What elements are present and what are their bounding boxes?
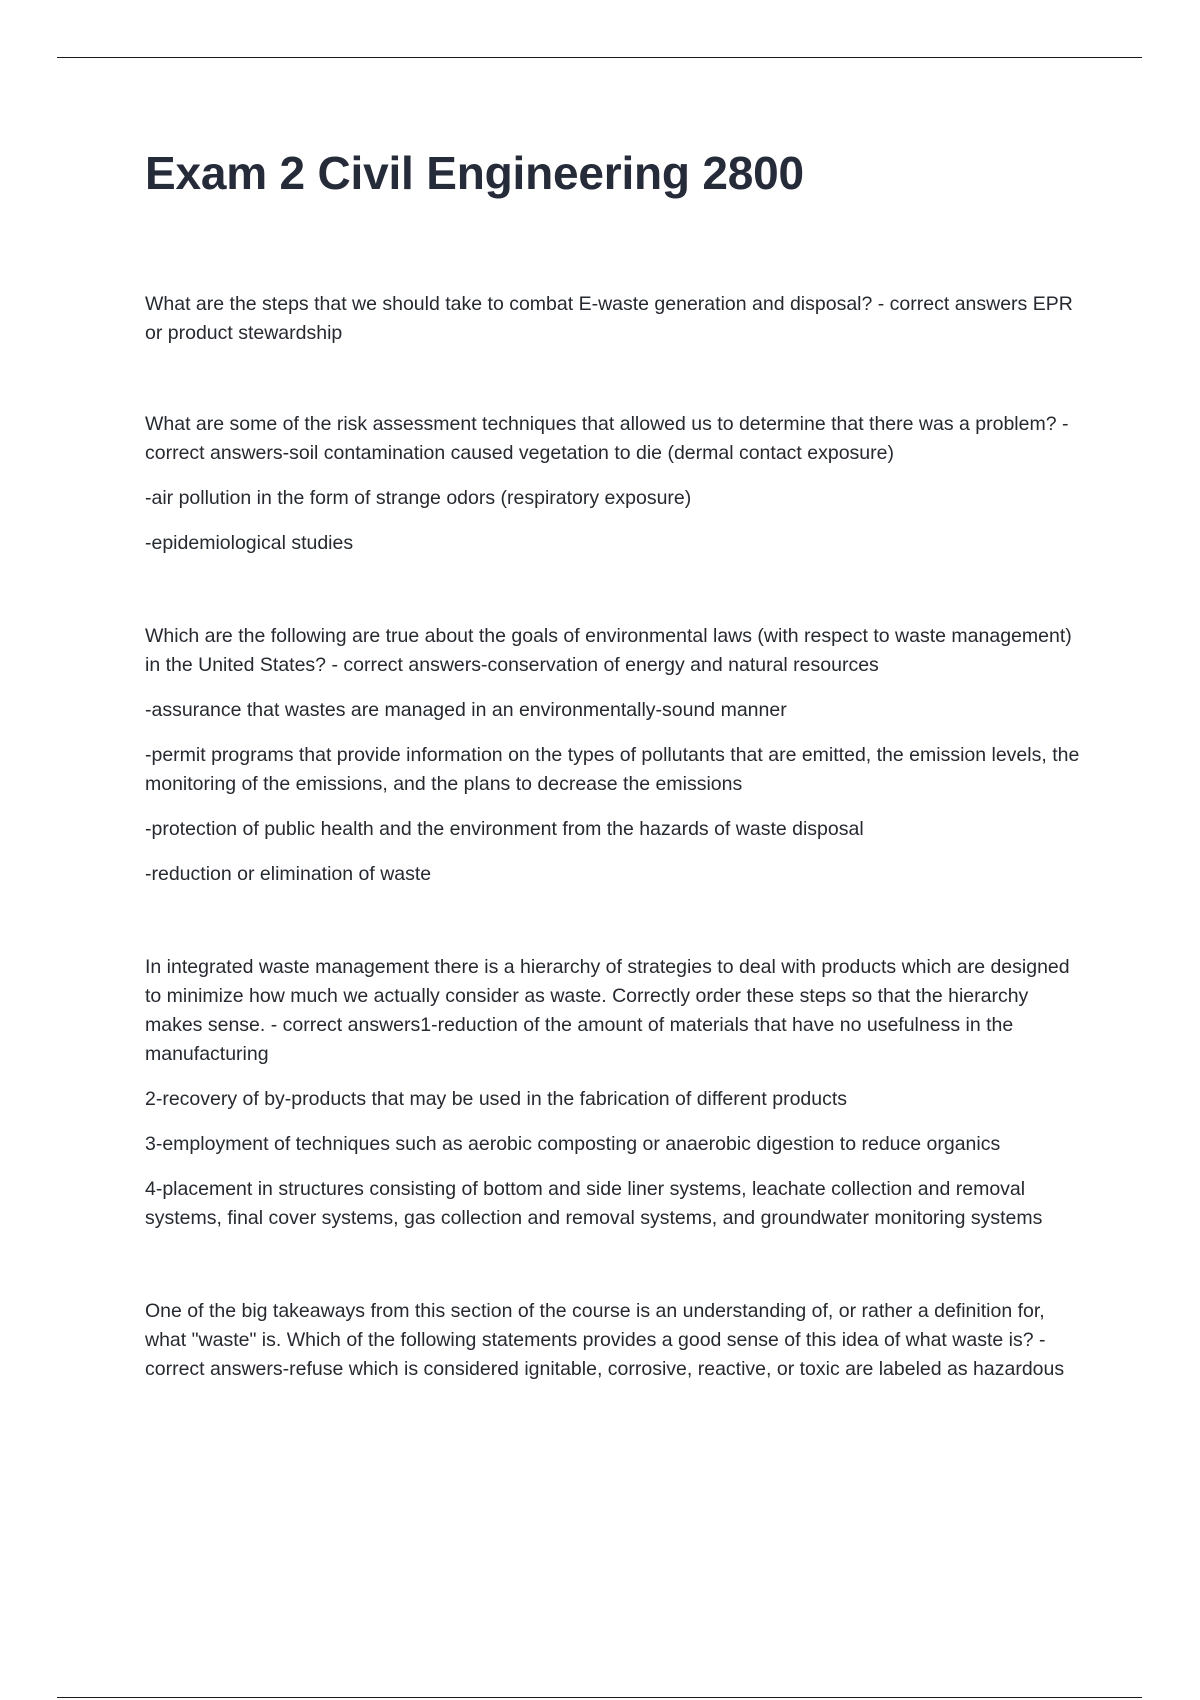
qa-answer-line: 4-placement in structures consisting of bottom and side liner systems, leachate collection and removal systems, final cover systems, gas collection and removal systems, and groundwater monitoring systems — [145, 1178, 1043, 1229]
qa-answer-line: 2-recovery of by-products that may be used in the fabrication of different products — [145, 1088, 848, 1110]
document-title: Exam 2 Civil Engineering 2800 — [145, 147, 804, 199]
qa-answer-line: -epidemiological studies — [145, 532, 354, 554]
qa-item-5 — [145, 1297, 1090, 1384]
qa-answer-line: -permit programs that provide information on the types of pollutants that are emitted, the emission levels, the monitoring of the emissions, and the plans to decrease the emissions — [145, 744, 1080, 795]
footer-rule — [57, 1697, 1142, 1698]
header-rule — [57, 57, 1142, 58]
qa-question: Which are the following are true about the goals of environmental laws (with respect to waste management) in the United States? - correct answers-conservation of energy and natural resources — [145, 625, 1072, 676]
qa-question: What are the steps that we should take to combat E-waste generation and disposal? - correct answers EPR or product stewardship — [145, 293, 1073, 344]
qa-item-1 — [145, 290, 1090, 348]
qa-question: What are some of the risk assessment techniques that allowed us to determine that there was a problem? - correct answers-soil contamination caused vegetation to die (dermal contact exposure) — [145, 413, 1069, 464]
qa-item-4 — [145, 953, 1090, 1233]
qa-answer-line: -assurance that wastes are managed in an environmentally-sound manner — [145, 699, 787, 721]
qa-answer-line: -air pollution in the form of strange odors (respiratory exposure) — [145, 487, 692, 509]
qa-answer-line: -reduction or elimination of waste — [145, 863, 432, 885]
qa-question: One of the big takeaways from this section of the course is an understanding of, or rather a definition for, what "waste" is. Which of the following statements provides a good sense of this idea of what waste is? - correct answers-refuse which is considered ignitable, corrosive, reactive, or toxic are labeled as hazardous — [145, 1300, 1065, 1380]
qa-answer-line: -protection of public health and the environment from the hazards of waste disposal — [145, 818, 864, 840]
qa-answer-line: 3-employment of techniques such as aerobic composting or anaerobic digestion to reduce organics — [145, 1133, 1001, 1155]
qa-question: In integrated waste management there is a hierarchy of strategies to deal with products which are designed to minimize how much we actually consider as waste. Correctly order these steps so that the hierarchy makes sense. - correct answers1-reduction of the amount of materials that have no usefulness in the manufacturing — [145, 956, 1070, 1065]
qa-item-3 — [145, 622, 1090, 889]
qa-item-2 — [145, 410, 1090, 558]
